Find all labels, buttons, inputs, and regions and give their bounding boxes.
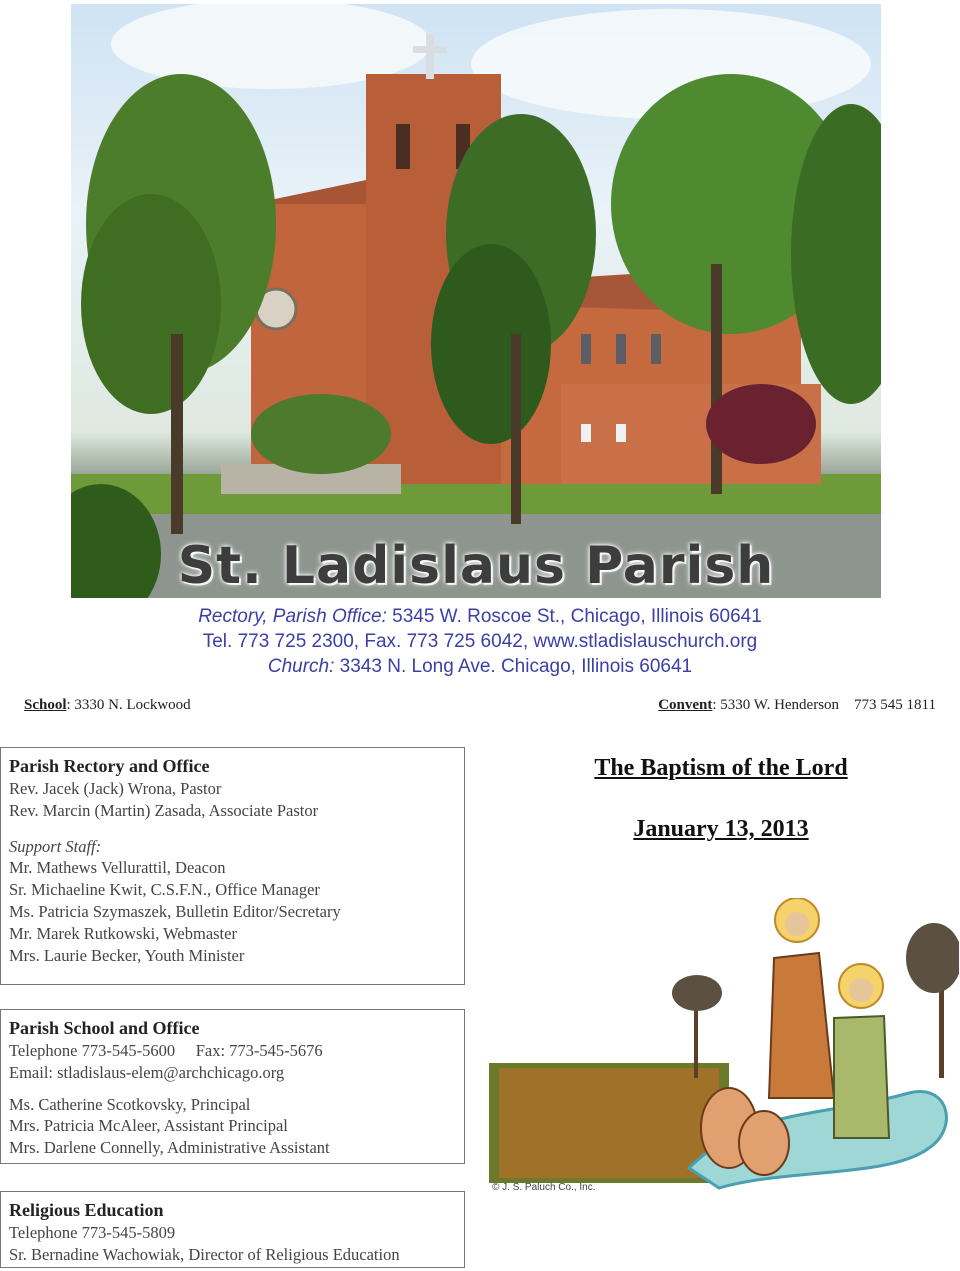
school-staff-member: Ms. Catherine Scotkovsky, Principal — [9, 1094, 251, 1114]
staff-member: Sr. Michaeline Kwit, C.S.F.N., Office Manager — [9, 880, 320, 900]
school-location — [24, 697, 191, 714]
convent-location — [658, 697, 936, 714]
religious-director: Sr. Bernadine Wachowiak, Director of Religious Education — [9, 1244, 400, 1264]
baptism-artwork — [489, 898, 959, 1198]
school-label: School — [24, 697, 67, 713]
parish-title: St. Ladislaus Parish — [177, 536, 775, 596]
religious-education-box — [0, 1191, 465, 1268]
rectory-address: 5345 W. Roscoe St., Chicago, Illinois 60641 — [392, 606, 762, 627]
convent-address: : 5330 W. Henderson 773 545 1811 — [712, 697, 936, 713]
associate-pastor: Rev. Marcin (Martin) Zasada, Associate Pastor — [9, 800, 319, 820]
church-photo — [71, 4, 881, 598]
church-address: 3343 N. Long Ave. Chicago, Illinois 60641 — [339, 656, 693, 677]
artwork-copyright: © J. S. Paluch Co., Inc. — [492, 1182, 596, 1193]
school-email: Email: stladislaus-elem@archchicago.org — [9, 1062, 285, 1082]
rectory-label: Rectory, Parish Office: — [198, 606, 387, 627]
convent-label: Convent — [658, 697, 713, 713]
school-heading: Parish School and Office — [9, 1018, 200, 1038]
school-phone: Telephone 773-545-5600 Fax: 773-545-5676 — [9, 1041, 323, 1060]
religious-phone: Telephone 773-545-5809 — [9, 1223, 176, 1242]
school-staff-member: Mrs. Patricia McAleer, Assistant Principal — [9, 1116, 288, 1136]
feast-title: The Baptism of the Lord — [594, 755, 848, 781]
church-address-line — [0, 655, 960, 679]
pastor: Rev. Jacek (Jack) Wrona, Pastor — [9, 779, 222, 798]
rectory-address-line — [0, 605, 960, 629]
religious-heading: Religious Education — [9, 1200, 164, 1220]
contact-line: Tel. 773 725 2300, Fax. 773 725 6042, www.stladislauschurch.org — [202, 631, 758, 652]
staff-member: Mrs. Laurie Becker, Youth Minister — [9, 945, 245, 965]
staff-member: Mr. Marek Rutkowski, Webmaster — [9, 923, 237, 943]
church-label: Church: — [267, 656, 335, 677]
school-box — [0, 1009, 465, 1164]
rectory-heading: Parish Rectory and Office — [9, 756, 210, 776]
rectory-box — [0, 747, 465, 985]
school-staff-member: Mrs. Darlene Connelly, Administrative Assistant — [9, 1138, 330, 1158]
church-illustration — [71, 4, 881, 598]
feast-date: January 13, 2013 — [633, 816, 809, 842]
staff-member: Mr. Mathews Vellurattil, Deacon — [9, 858, 226, 878]
staff-member: Ms. Patricia Szymaszek, Bulletin Editor/Secretary — [9, 901, 341, 921]
support-staff-label: Support Staff: — [9, 836, 102, 856]
school-address: : 3330 N. Lockwood — [66, 697, 191, 713]
